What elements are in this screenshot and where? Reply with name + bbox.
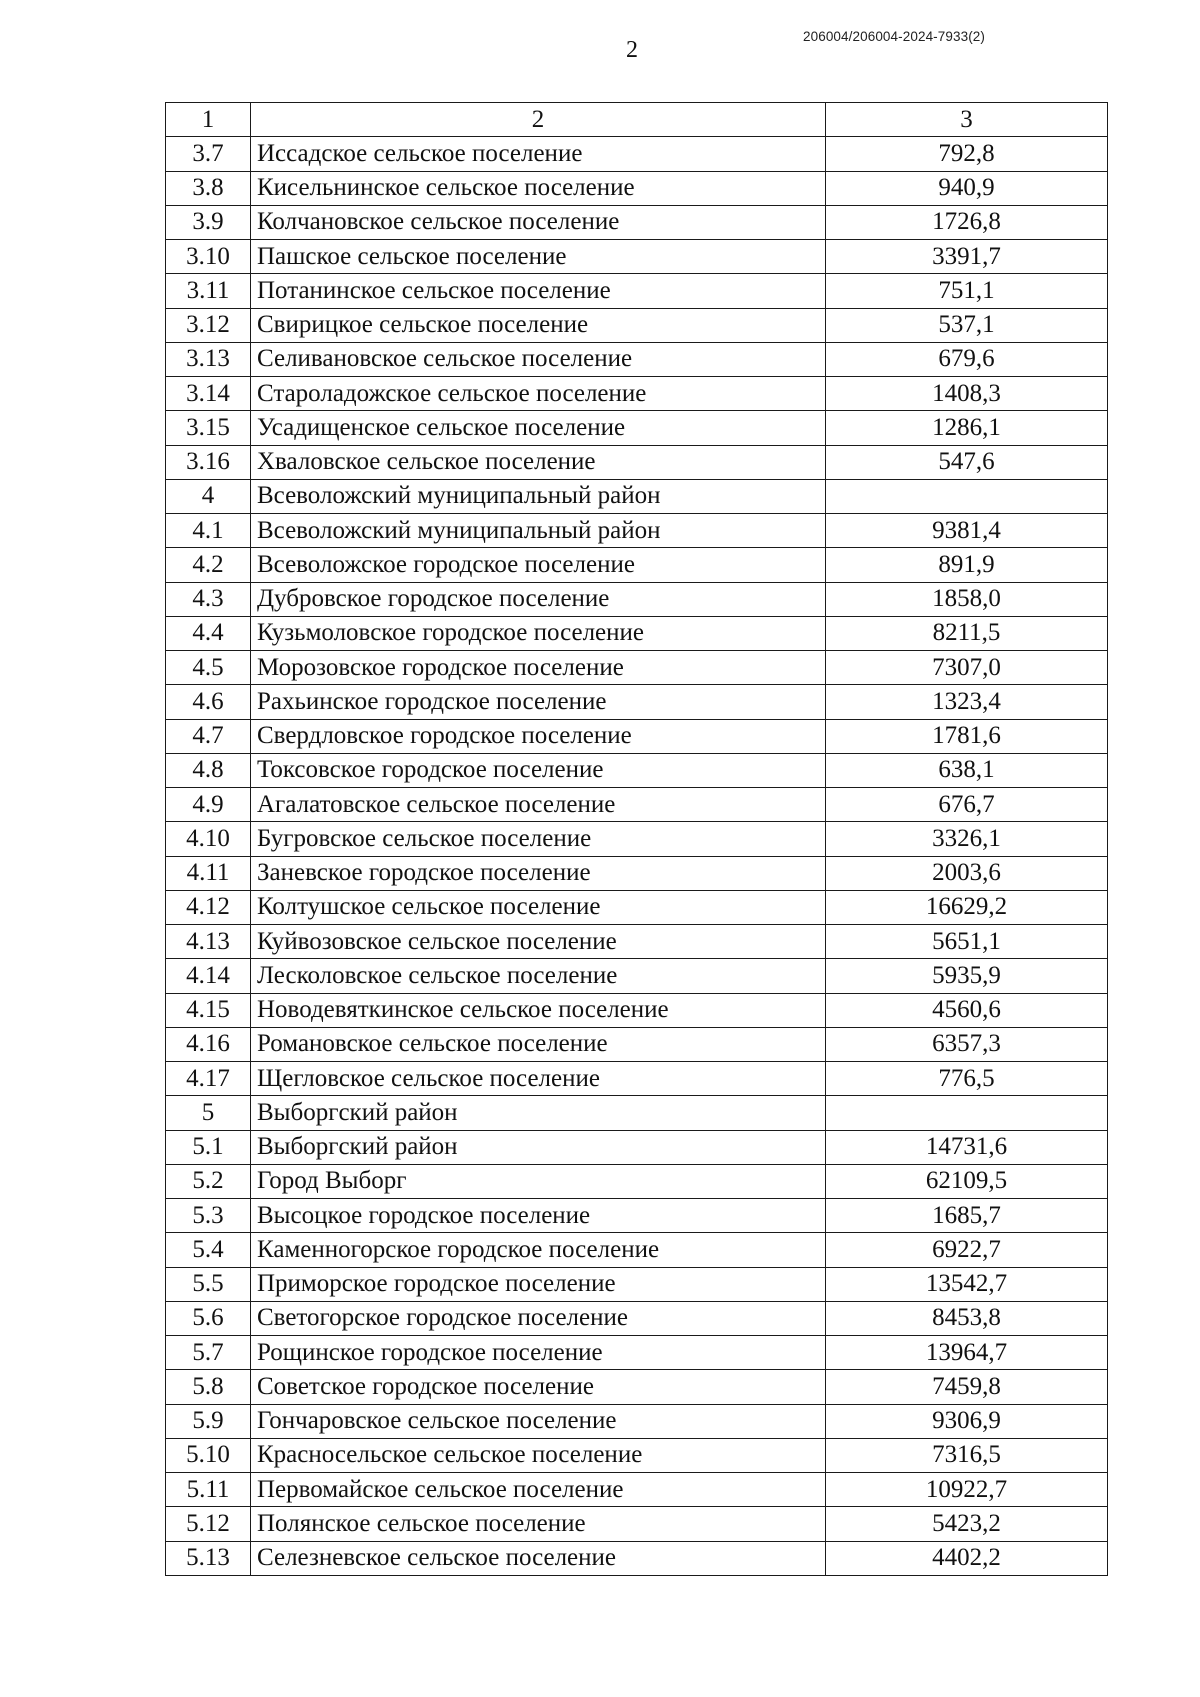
row-name-cell: Щегловское сельское поселение [251, 1062, 826, 1096]
row-name-cell: Приморское городское поселение [251, 1267, 826, 1301]
row-value-cell: 7316,5 [826, 1438, 1108, 1472]
row-value-cell: 1726,8 [826, 205, 1108, 239]
row-value-cell: 1858,0 [826, 582, 1108, 616]
row-number-cell: 5.10 [166, 1438, 251, 1472]
row-value-cell: 2003,6 [826, 856, 1108, 890]
data-table [165, 102, 1108, 1576]
table-row [166, 479, 1108, 513]
row-number-cell: 4.17 [166, 1062, 251, 1096]
table-row [166, 445, 1108, 479]
row-name-cell: Свирицкое сельское поселение [251, 308, 826, 342]
row-value-cell: 8453,8 [826, 1301, 1108, 1335]
table-row [166, 1404, 1108, 1438]
row-name-cell: Светогорское городское поселение [251, 1301, 826, 1335]
row-number-cell: 3.13 [166, 342, 251, 376]
row-value-cell: 940,9 [826, 171, 1108, 205]
row-number-cell: 3.10 [166, 240, 251, 274]
row-number-cell: 4.14 [166, 959, 251, 993]
table-row [166, 171, 1108, 205]
row-value-cell: 5935,9 [826, 959, 1108, 993]
row-name-cell: Город Выборг [251, 1164, 826, 1198]
row-value-cell: 7459,8 [826, 1370, 1108, 1404]
table-row [166, 651, 1108, 685]
row-number-cell: 4.5 [166, 651, 251, 685]
row-name-cell: Бугровское сельское поселение [251, 822, 826, 856]
row-number-cell: 3.15 [166, 411, 251, 445]
row-number-cell: 3.11 [166, 274, 251, 308]
table-row [166, 205, 1108, 239]
row-value-cell: 16629,2 [826, 890, 1108, 924]
row-value-cell: 14731,6 [826, 1130, 1108, 1164]
row-number-cell: 4.8 [166, 753, 251, 787]
row-name-cell: Колчановское сельское поселение [251, 205, 826, 239]
table-row [166, 1541, 1108, 1575]
table-row [166, 377, 1108, 411]
row-number-cell: 5.8 [166, 1370, 251, 1404]
table-row [166, 822, 1108, 856]
table-row [166, 1130, 1108, 1164]
table-row [166, 582, 1108, 616]
table-row [166, 719, 1108, 753]
row-number-cell: 4.15 [166, 993, 251, 1027]
row-name-cell: Куйвозовское сельское поселение [251, 925, 826, 959]
row-number-cell: 4.6 [166, 685, 251, 719]
row-number-cell: 5 [166, 1096, 251, 1130]
row-name-cell: Выборгский район [251, 1130, 826, 1164]
row-name-cell: Лесколовское сельское поселение [251, 959, 826, 993]
row-name-cell: Селивановское сельское поселение [251, 342, 826, 376]
table-row [166, 1233, 1108, 1267]
row-number-cell: 4 [166, 479, 251, 513]
row-number-cell: 5.13 [166, 1541, 251, 1575]
table-header-row [166, 103, 1108, 137]
row-name-cell: Дубровское городское поселение [251, 582, 826, 616]
row-number-cell: 5.9 [166, 1404, 251, 1438]
row-name-cell: Потанинское сельское поселение [251, 274, 826, 308]
row-number-cell: 4.4 [166, 616, 251, 650]
row-value-cell [826, 1096, 1108, 1130]
row-number-cell: 3.9 [166, 205, 251, 239]
table-row [166, 1096, 1108, 1130]
table-row [166, 993, 1108, 1027]
table-row [166, 1370, 1108, 1404]
row-number-cell: 5.6 [166, 1301, 251, 1335]
column-header-3: 3 [826, 103, 1108, 137]
table-row [166, 548, 1108, 582]
row-value-cell: 638,1 [826, 753, 1108, 787]
row-value-cell: 547,6 [826, 445, 1108, 479]
table-row [166, 925, 1108, 959]
row-number-cell: 3.7 [166, 137, 251, 171]
row-value-cell: 4402,2 [826, 1541, 1108, 1575]
row-number-cell: 4.1 [166, 514, 251, 548]
row-name-cell: Советское городское поселение [251, 1370, 826, 1404]
row-number-cell: 3.8 [166, 171, 251, 205]
row-number-cell: 5.4 [166, 1233, 251, 1267]
row-value-cell: 62109,5 [826, 1164, 1108, 1198]
row-name-cell: Каменногорское городское поселение [251, 1233, 826, 1267]
row-name-cell: Всеволожский муниципальный район [251, 479, 826, 513]
row-value-cell: 5651,1 [826, 925, 1108, 959]
table-row [166, 274, 1108, 308]
row-name-cell: Всеволожский муниципальный район [251, 514, 826, 548]
row-name-cell: Романовское сельское поселение [251, 1027, 826, 1061]
row-value-cell: 6922,7 [826, 1233, 1108, 1267]
table-row [166, 1199, 1108, 1233]
table-row [166, 342, 1108, 376]
row-name-cell: Хваловское сельское поселение [251, 445, 826, 479]
table-row [166, 137, 1108, 171]
table-row [166, 1336, 1108, 1370]
row-number-cell: 5.5 [166, 1267, 251, 1301]
row-value-cell: 3391,7 [826, 240, 1108, 274]
row-name-cell: Высоцкое городское поселение [251, 1199, 826, 1233]
table-row [166, 753, 1108, 787]
row-name-cell: Первомайское сельское поселение [251, 1473, 826, 1507]
row-number-cell: 3.16 [166, 445, 251, 479]
table-row [166, 959, 1108, 993]
table-row [166, 856, 1108, 890]
row-value-cell: 1685,7 [826, 1199, 1108, 1233]
table-row [166, 1027, 1108, 1061]
row-name-cell: Красносельское сельское поселение [251, 1438, 826, 1472]
table-row [166, 788, 1108, 822]
row-number-cell: 4.3 [166, 582, 251, 616]
row-name-cell: Заневское городское поселение [251, 856, 826, 890]
row-name-cell: Кисельнинское сельское поселение [251, 171, 826, 205]
table-row [166, 1507, 1108, 1541]
row-number-cell: 5.12 [166, 1507, 251, 1541]
column-header-1: 1 [166, 103, 251, 137]
row-name-cell: Агалатовское сельское поселение [251, 788, 826, 822]
row-value-cell: 9381,4 [826, 514, 1108, 548]
row-name-cell: Староладожское сельское поселение [251, 377, 826, 411]
row-number-cell: 3.14 [166, 377, 251, 411]
table-row [166, 1164, 1108, 1198]
row-value-cell: 1286,1 [826, 411, 1108, 445]
row-value-cell: 537,1 [826, 308, 1108, 342]
row-value-cell [826, 479, 1108, 513]
row-name-cell: Морозовское городское поселение [251, 651, 826, 685]
row-name-cell: Пашское сельское поселение [251, 240, 826, 274]
row-number-cell: 5.3 [166, 1199, 251, 1233]
row-value-cell: 4560,6 [826, 993, 1108, 1027]
table-row [166, 1301, 1108, 1335]
row-name-cell: Всеволожское городское поселение [251, 548, 826, 582]
row-name-cell: Токсовское городское поселение [251, 753, 826, 787]
row-number-cell: 5.11 [166, 1473, 251, 1507]
row-number-cell: 4.13 [166, 925, 251, 959]
row-number-cell: 4.2 [166, 548, 251, 582]
row-value-cell: 792,8 [826, 137, 1108, 171]
row-number-cell: 4.16 [166, 1027, 251, 1061]
row-value-cell: 9306,9 [826, 1404, 1108, 1438]
row-value-cell: 1408,3 [826, 377, 1108, 411]
row-name-cell: Гончаровское сельское поселение [251, 1404, 826, 1438]
row-name-cell: Иссадское сельское поселение [251, 137, 826, 171]
table-row [166, 685, 1108, 719]
row-value-cell: 679,6 [826, 342, 1108, 376]
row-value-cell: 676,7 [826, 788, 1108, 822]
row-name-cell: Селезневское сельское поселение [251, 1541, 826, 1575]
row-number-cell: 3.12 [166, 308, 251, 342]
row-value-cell: 13542,7 [826, 1267, 1108, 1301]
row-value-cell: 10922,7 [826, 1473, 1108, 1507]
row-number-cell: 4.10 [166, 822, 251, 856]
row-value-cell: 13964,7 [826, 1336, 1108, 1370]
row-value-cell: 1781,6 [826, 719, 1108, 753]
row-number-cell: 4.9 [166, 788, 251, 822]
row-name-cell: Колтушское сельское поселение [251, 890, 826, 924]
column-header-2: 2 [251, 103, 826, 137]
row-name-cell: Рощинское городское поселение [251, 1336, 826, 1370]
row-number-cell: 4.12 [166, 890, 251, 924]
table-row [166, 514, 1108, 548]
page-number: 2 [626, 37, 638, 63]
row-number-cell: 4.7 [166, 719, 251, 753]
row-name-cell: Полянское сельское поселение [251, 1507, 826, 1541]
table-row [166, 240, 1108, 274]
row-number-cell: 4.11 [166, 856, 251, 890]
row-name-cell: Кузьмоловское городское поселение [251, 616, 826, 650]
table-row [166, 308, 1108, 342]
row-number-cell: 5.7 [166, 1336, 251, 1370]
row-value-cell: 6357,3 [826, 1027, 1108, 1061]
row-name-cell: Новодевяткинское сельское поселение [251, 993, 826, 1027]
document-id: 206004/206004-2024-7933(2) [803, 29, 986, 44]
table-row [166, 616, 1108, 650]
row-name-cell: Рахьинское городское поселение [251, 685, 826, 719]
row-value-cell: 751,1 [826, 274, 1108, 308]
row-value-cell: 5423,2 [826, 1507, 1108, 1541]
table-row [166, 1473, 1108, 1507]
row-value-cell: 8211,5 [826, 616, 1108, 650]
table-body [166, 103, 1108, 1576]
row-value-cell: 3326,1 [826, 822, 1108, 856]
row-name-cell: Свердловское городское поселение [251, 719, 826, 753]
row-value-cell: 1323,4 [826, 685, 1108, 719]
table-row [166, 1438, 1108, 1472]
row-value-cell: 891,9 [826, 548, 1108, 582]
table-row [166, 1267, 1108, 1301]
row-number-cell: 5.1 [166, 1130, 251, 1164]
row-value-cell: 7307,0 [826, 651, 1108, 685]
row-number-cell: 5.2 [166, 1164, 251, 1198]
table-row [166, 1062, 1108, 1096]
row-name-cell: Усадищенское сельское поселение [251, 411, 826, 445]
table-row [166, 411, 1108, 445]
table-row [166, 890, 1108, 924]
row-name-cell: Выборгский район [251, 1096, 826, 1130]
row-value-cell: 776,5 [826, 1062, 1108, 1096]
